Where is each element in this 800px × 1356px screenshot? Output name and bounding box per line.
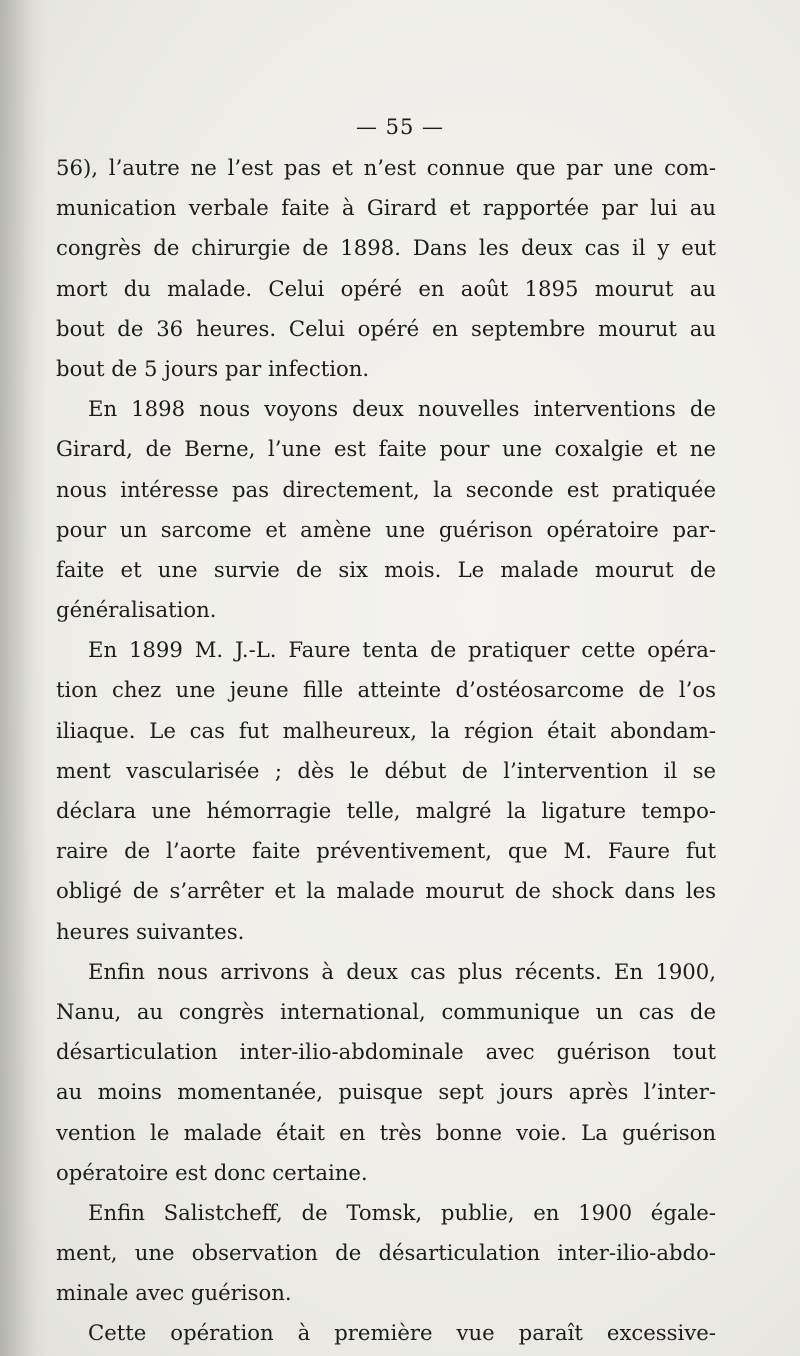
text-line: vention le malade était en très bonne voie. La guérison <box>56 1119 716 1145</box>
text-line: déclara une hémorragie telle, malgré la ligature tempo- <box>56 798 716 823</box>
text-line: heures suivantes. <box>56 918 245 944</box>
text-line: bout de 5 jours par infection. <box>56 355 370 381</box>
text-line: désarticulation inter-ilio-abdominale avec guérison tout <box>56 1039 716 1065</box>
text-line: Enfin Salistcheff, de Tomsk, publie, en 1900 égale- <box>88 1199 716 1225</box>
text-line: mort du malade. Celui opéré en août 1895 mourut au <box>56 275 716 301</box>
text-line: 56), l’autre ne l’est pas et n’est connue que par une com- <box>56 155 716 180</box>
text-line: opératoire est donc certaine. <box>56 1159 368 1185</box>
text-line: Enfin nous arrivons à deux cas plus récents. En 1900, <box>88 958 716 984</box>
text-line: nous intéresse pas directement, la seconde est pratiquée <box>56 476 716 502</box>
text-line: minale avec guérison. <box>56 1280 292 1306</box>
text-line: Cette opération à première vue paraît excessive- <box>88 1320 716 1346</box>
text-line: Girard, de Berne, l’une est faite pour une coxalgie et ne <box>56 436 716 462</box>
text-line: munication verbale faite à Girard et rapportée par lui au <box>56 195 716 221</box>
text-line: En 1898 nous voyons deux nouvelles interventions de <box>88 396 716 422</box>
text-line: généralisation. <box>56 597 217 623</box>
text-line: ment vascularisée ; dès le début de l’intervention il se <box>56 757 716 783</box>
text-line: congrès de chirurgie de 1898. Dans les deux cas il y eut <box>56 235 716 261</box>
text-line: iliaque. Le cas fut malheureux, la région était abondam- <box>56 717 716 743</box>
text-line: raire de l’aorte faite préventivement, que M. Faure fut <box>56 838 716 864</box>
text-line: pour un sarcome et amène une guérison opératoire par- <box>56 516 716 542</box>
binding-shadow <box>0 0 48 1356</box>
text-line: bout de 36 heures. Celui opéré en septembre mourut au <box>56 315 716 341</box>
body-text <box>56 148 716 1354</box>
text-line: au moins momentanée, puisque sept jours après l’inter- <box>56 1079 716 1105</box>
text-line: faite et une survie de six mois. Le malade mourut de <box>56 556 716 582</box>
page-number: — 55 — <box>355 115 445 139</box>
text-line: tion chez une jeune fille atteinte d’ostéosarcome de l’os <box>56 677 716 703</box>
text-line: obligé de s’arrêter et la malade mourut de shock dans les <box>56 878 716 904</box>
text-line: Nanu, au congrès international, communique un cas de <box>56 998 716 1024</box>
text-line: ment, une observation de désarticulation inter-ilio-abdo- <box>56 1240 716 1266</box>
text-line: En 1899 M. J.-L. Faure tenta de pratiquer cette opéra- <box>88 637 716 663</box>
